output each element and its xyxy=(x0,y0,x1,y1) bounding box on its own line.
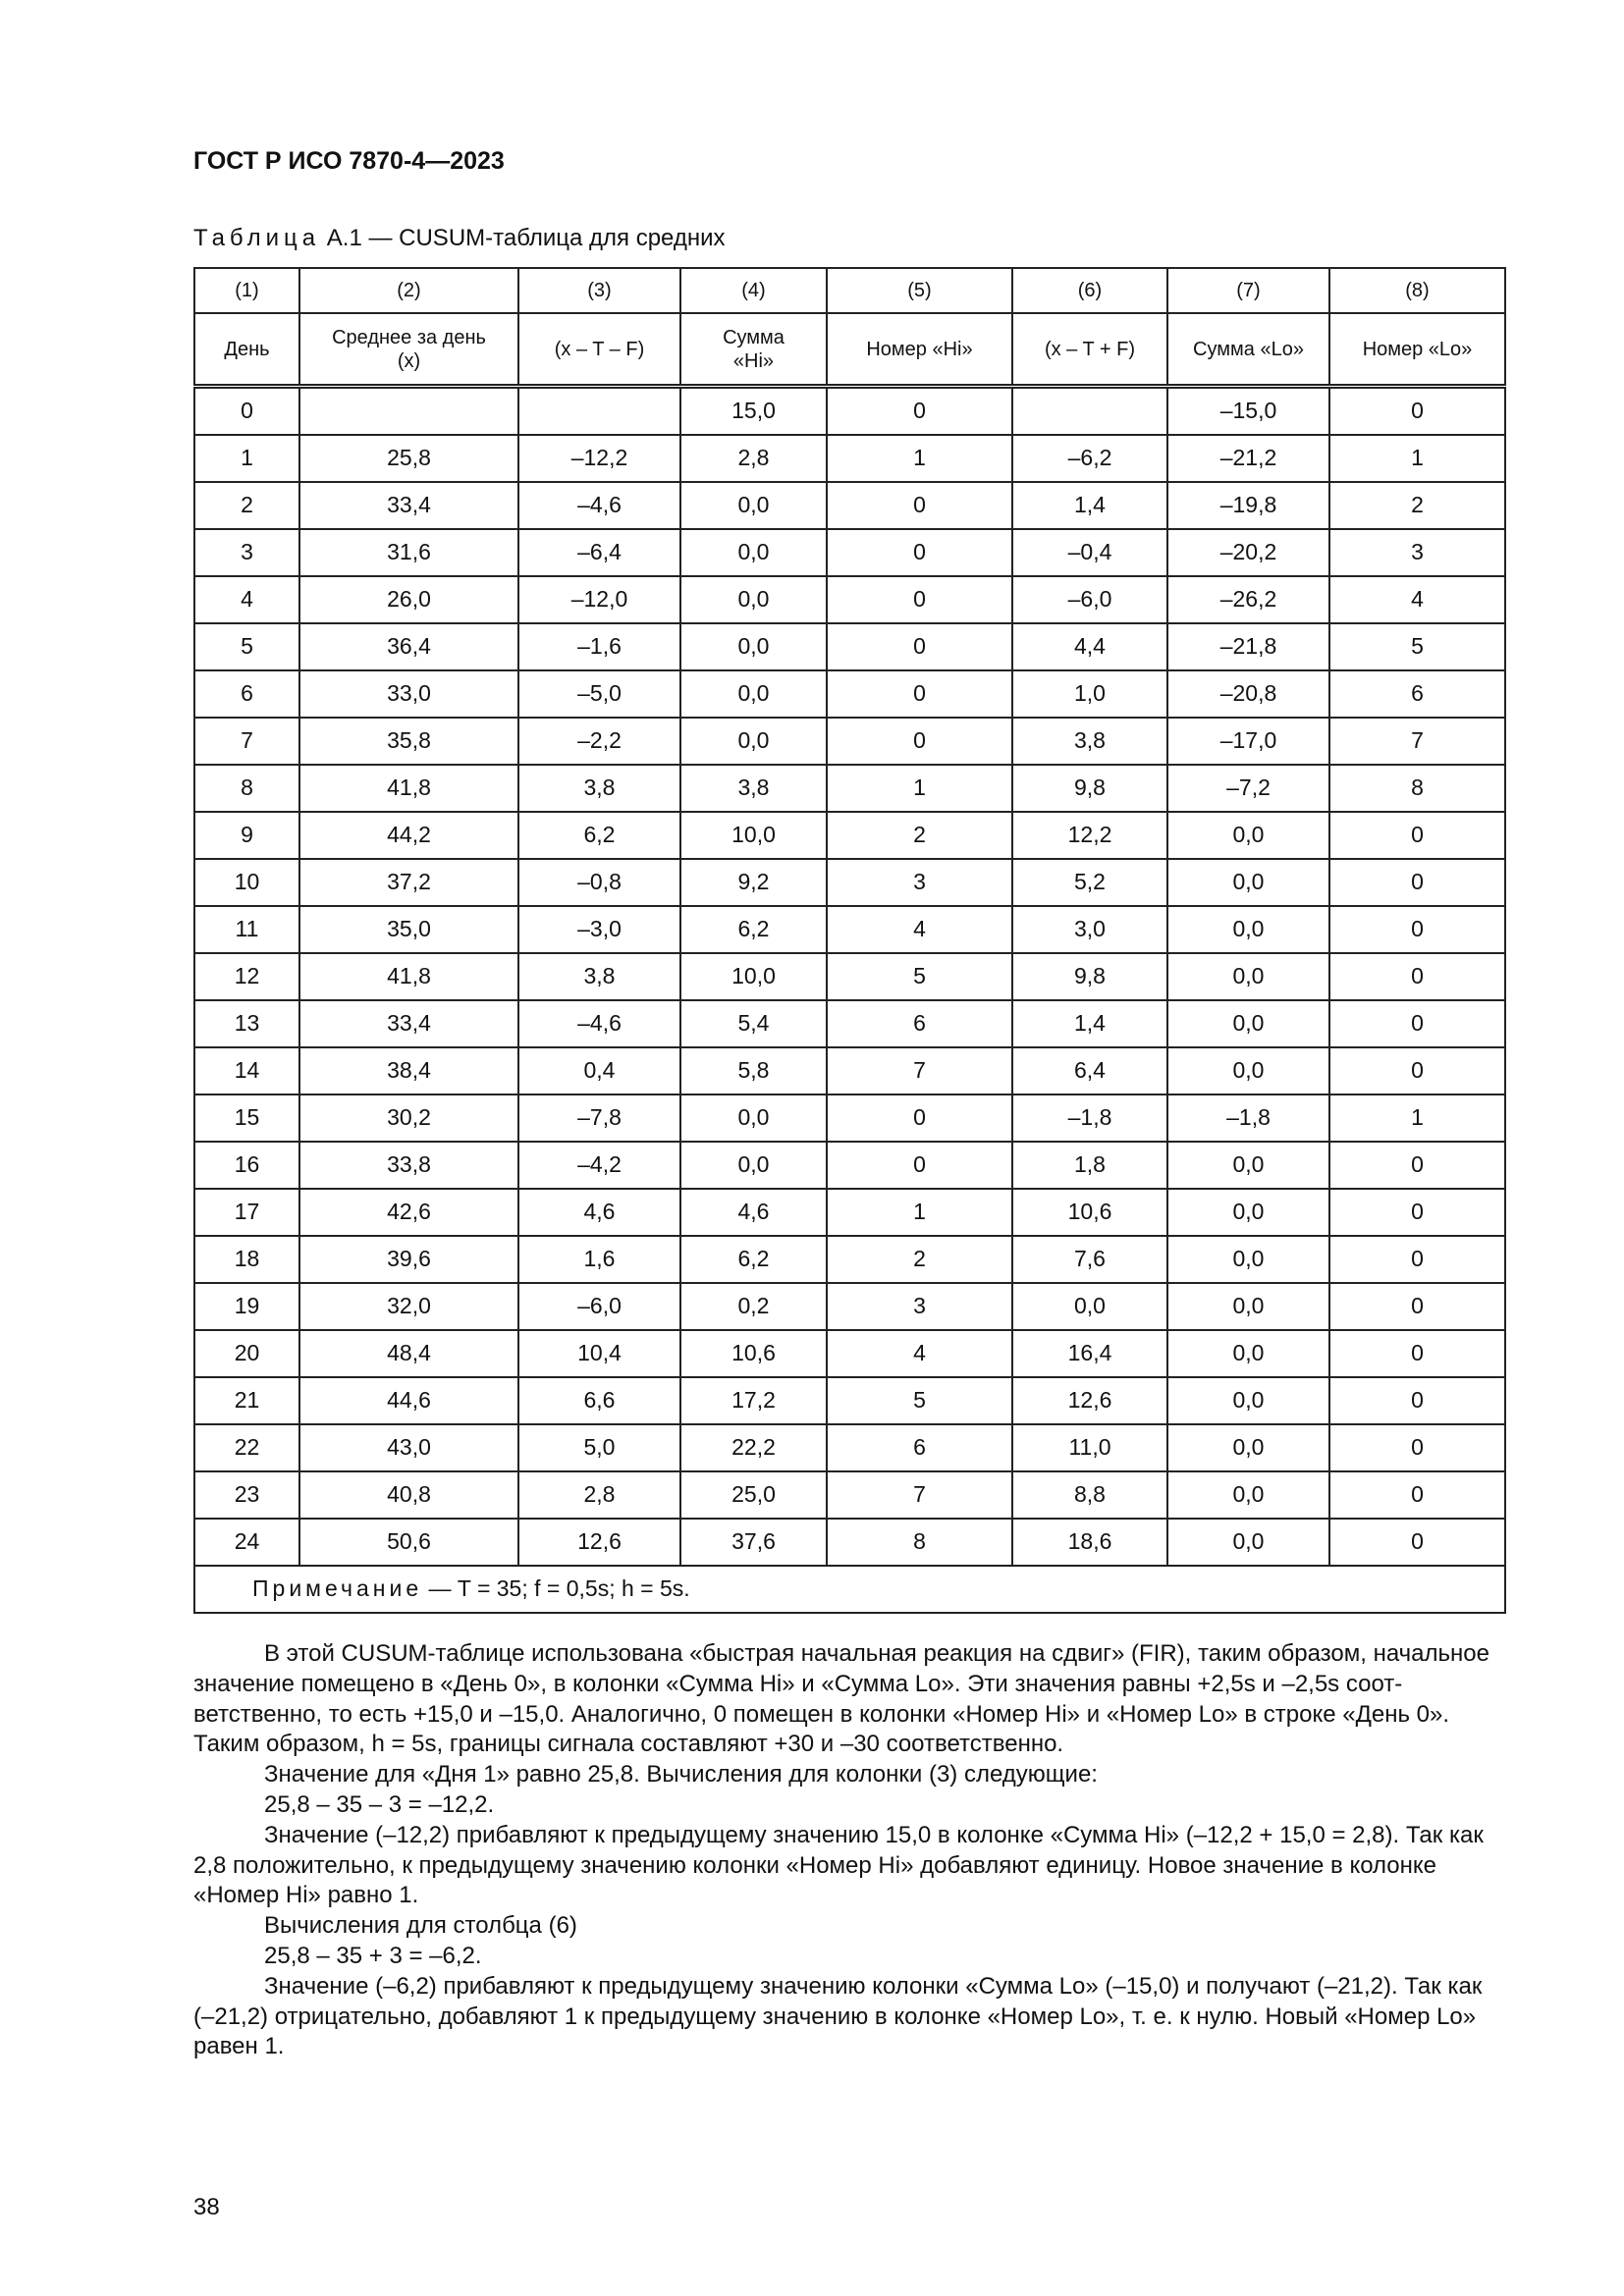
table-cell: 6 xyxy=(1329,670,1505,718)
table-cell: 38,4 xyxy=(299,1047,518,1095)
table-cell: 15 xyxy=(194,1095,299,1142)
table-cell: 1,4 xyxy=(1012,482,1167,529)
table-cell: 33,0 xyxy=(299,670,518,718)
table-row xyxy=(194,576,1505,623)
table-cell: 9,8 xyxy=(1012,953,1167,1000)
table-cell: 17 xyxy=(194,1189,299,1236)
table-row xyxy=(194,906,1505,953)
table-cell: 31,6 xyxy=(299,529,518,576)
table-row xyxy=(194,765,1505,812)
table-cell: 36,4 xyxy=(299,623,518,670)
table-cell: 0 xyxy=(1329,953,1505,1000)
table-cell: 3 xyxy=(1329,529,1505,576)
table-note-text: — T = 35; f = 0,5s; h = 5s. xyxy=(422,1575,690,1602)
table-cell: 41,8 xyxy=(299,953,518,1000)
table-cell: 0 xyxy=(1329,1142,1505,1189)
table-cell: –1,8 xyxy=(1012,1095,1167,1142)
table-cell: –6,0 xyxy=(518,1283,680,1330)
table-cell: 30,2 xyxy=(299,1095,518,1142)
table-cell: 0 xyxy=(827,670,1012,718)
table-cell: 0 xyxy=(827,482,1012,529)
column-header-main: Среднее за день xyxy=(332,326,486,348)
table-row xyxy=(194,435,1505,482)
table-cell: –7,8 xyxy=(518,1095,680,1142)
table-row xyxy=(194,1424,1505,1471)
column-header xyxy=(518,313,680,387)
table-cell: 37,2 xyxy=(299,859,518,906)
body-paragraph: Вычисления для столбца (6) xyxy=(264,1912,577,1940)
table-cell: 9,8 xyxy=(1012,765,1167,812)
column-header xyxy=(1329,313,1505,387)
table-cell: 25,0 xyxy=(680,1471,827,1519)
table-cell: –6,0 xyxy=(1012,576,1167,623)
table-cell: 5,8 xyxy=(680,1047,827,1095)
table-cell: –12,0 xyxy=(518,576,680,623)
table-cell: 0,0 xyxy=(1167,1424,1329,1471)
table-cell: 5,2 xyxy=(1012,859,1167,906)
table-cell: 1 xyxy=(827,435,1012,482)
table-cell: 8 xyxy=(1329,765,1505,812)
table-cell: 5 xyxy=(1329,623,1505,670)
table-cell: 0 xyxy=(194,387,299,436)
table-cell: 0,0 xyxy=(680,1095,827,1142)
table-cell: 8 xyxy=(827,1519,1012,1566)
table-cell: 6,2 xyxy=(518,812,680,859)
table-cell: 0,0 xyxy=(1167,1236,1329,1283)
table-cell: –1,6 xyxy=(518,623,680,670)
table-row xyxy=(194,1047,1505,1095)
table-cell: 2 xyxy=(194,482,299,529)
cusum-table xyxy=(193,267,1506,1614)
table-cell: 4 xyxy=(194,576,299,623)
body-paragraph: Значение (–6,2) прибавляют к предыдущему значению колонки «Сумма Lo» (–15,0) и получают (–21,2). Так как (–21,2) отрицательно, добавляют 1 к предыдущему значению в колонке «Номер Lo», т. е. к нулю. Новый «Номер Lo» равен 1. xyxy=(193,1972,1483,2060)
table-cell: 1 xyxy=(1329,435,1505,482)
table-cell: 44,6 xyxy=(299,1377,518,1424)
column-header-main: (x – T – F) xyxy=(554,338,645,360)
table-row xyxy=(194,670,1505,718)
column-number-row xyxy=(194,268,1505,313)
table-cell: 0 xyxy=(827,387,1012,436)
column-header xyxy=(194,313,299,387)
table-cell: 50,6 xyxy=(299,1519,518,1566)
table-cell: 39,6 xyxy=(299,1236,518,1283)
table-cell: 15,0 xyxy=(680,387,827,436)
table-cell: 16,4 xyxy=(1012,1330,1167,1377)
table-cell: 0,0 xyxy=(680,576,827,623)
column-number: (5) xyxy=(827,268,1012,313)
table-cell: 21 xyxy=(194,1377,299,1424)
table-cell: 17,2 xyxy=(680,1377,827,1424)
table-cell: 0,0 xyxy=(1012,1283,1167,1330)
table-cell: 10,4 xyxy=(518,1330,680,1377)
column-header xyxy=(680,313,827,387)
table-cell: 4 xyxy=(827,1330,1012,1377)
table-cell: 0 xyxy=(1329,1189,1505,1236)
table-cell: 10,6 xyxy=(680,1330,827,1377)
table-cell: 0 xyxy=(827,529,1012,576)
column-header xyxy=(1167,313,1329,387)
table-cell: 5 xyxy=(827,1377,1012,1424)
table-cell: 2 xyxy=(1329,482,1505,529)
column-header-row xyxy=(194,313,1505,387)
column-header xyxy=(299,313,518,387)
table-cell: –21,8 xyxy=(1167,623,1329,670)
table-cell: –15,0 xyxy=(1167,387,1329,436)
table-cell: 0 xyxy=(1329,906,1505,953)
document-header xyxy=(193,147,505,176)
table-note-row xyxy=(194,1566,1505,1613)
table-caption-text: А.1 — CUSUM-таблица для средних xyxy=(326,225,726,251)
standard-title: ГОСТ Р ИСО 7870-4—2023 xyxy=(193,147,505,175)
table-cell: 0,0 xyxy=(1167,1330,1329,1377)
table-cell: 0 xyxy=(1329,859,1505,906)
table-cell: 10 xyxy=(194,859,299,906)
table-cell: 6,2 xyxy=(680,906,827,953)
table-cell: 33,4 xyxy=(299,1000,518,1047)
table-cell: 0 xyxy=(827,1142,1012,1189)
table-cell: 1,8 xyxy=(1012,1142,1167,1189)
table-cell: 0 xyxy=(1329,1283,1505,1330)
table-cell: 5,0 xyxy=(518,1424,680,1471)
column-number: (2) xyxy=(299,268,518,313)
table-cell: 10,0 xyxy=(680,953,827,1000)
column-number: (3) xyxy=(518,268,680,313)
body-paragraph: Значение для «Дня 1» равно 25,8. Вычисления для колонки (3) следующие: xyxy=(264,1761,1098,1789)
table-row xyxy=(194,812,1505,859)
table-cell: –4,6 xyxy=(518,482,680,529)
table-cell: 9 xyxy=(194,812,299,859)
table-cell: 0,0 xyxy=(1167,1283,1329,1330)
table-cell: 0,0 xyxy=(680,1142,827,1189)
table-row xyxy=(194,1283,1505,1330)
table-cell: 33,4 xyxy=(299,482,518,529)
table-cell: 3,8 xyxy=(680,765,827,812)
table-cell: 0,0 xyxy=(1167,812,1329,859)
table-cell: 0,0 xyxy=(680,482,827,529)
table-cell: 11 xyxy=(194,906,299,953)
column-header-main: Номер «Lo» xyxy=(1362,338,1473,360)
table-cell: 4,6 xyxy=(680,1189,827,1236)
table-cell: 14 xyxy=(194,1047,299,1095)
table-cell: 26,0 xyxy=(299,576,518,623)
table-cell: 5,4 xyxy=(680,1000,827,1047)
table-cell: 35,8 xyxy=(299,718,518,765)
explanation-text xyxy=(193,1639,1504,2062)
table-cell xyxy=(299,387,518,436)
table-cell: 0 xyxy=(1329,1424,1505,1471)
table-cell: 44,2 xyxy=(299,812,518,859)
table-cell: –12,2 xyxy=(518,435,680,482)
table-cell: –0,8 xyxy=(518,859,680,906)
table-cell: 7 xyxy=(1329,718,1505,765)
table-cell: –21,2 xyxy=(1167,435,1329,482)
table-row xyxy=(194,482,1505,529)
table-cell: 0 xyxy=(1329,1236,1505,1283)
table-cell: 6,2 xyxy=(680,1236,827,1283)
table-cell: –6,4 xyxy=(518,529,680,576)
table-cell: 0 xyxy=(1329,1377,1505,1424)
table-cell: 19 xyxy=(194,1283,299,1330)
table-cell: 1 xyxy=(1329,1095,1505,1142)
table-row xyxy=(194,1142,1505,1189)
table-cell: 1 xyxy=(827,1189,1012,1236)
table-cell: 1 xyxy=(194,435,299,482)
table-cell: 10,6 xyxy=(1012,1189,1167,1236)
table-cell: 18 xyxy=(194,1236,299,1283)
table-cell: 32,0 xyxy=(299,1283,518,1330)
table-cell: 0,2 xyxy=(680,1283,827,1330)
column-header-main: День xyxy=(224,338,270,360)
table-cell: 0 xyxy=(827,718,1012,765)
table-cell: 0 xyxy=(1329,812,1505,859)
table-cell xyxy=(1012,387,1167,436)
table-cell: 0,0 xyxy=(1167,1000,1329,1047)
body-paragraph: 25,8 – 35 + 3 = –6,2. xyxy=(264,1942,482,1969)
table-cell: 4 xyxy=(827,906,1012,953)
body-paragraph: 25,8 – 35 – 3 = –12,2. xyxy=(264,1790,495,1818)
table-cell: –20,8 xyxy=(1167,670,1329,718)
body-paragraph: Значение (–12,2) прибавляют к предыдущему значению 15,0 в колонке «Сумма Hi» (–12,2 + 15,0 = 2,8). Так как 2,8 положительно, к предыдущему значению колонки «Номер Hi» добавляют единицу. Новое значение в колонке «Номер Hi» равно 1. xyxy=(193,1821,1484,1909)
table-cell: 0 xyxy=(1329,1471,1505,1519)
table-cell: 8,8 xyxy=(1012,1471,1167,1519)
table-cell: 33,8 xyxy=(299,1142,518,1189)
table-cell: 4,6 xyxy=(518,1189,680,1236)
table-cell: –20,2 xyxy=(1167,529,1329,576)
table-cell: 0 xyxy=(827,576,1012,623)
table-cell: 0,0 xyxy=(1167,1047,1329,1095)
table-cell: 20 xyxy=(194,1330,299,1377)
column-number: (6) xyxy=(1012,268,1167,313)
table-cell: 7 xyxy=(827,1047,1012,1095)
table-cell: 24 xyxy=(194,1519,299,1566)
table-row xyxy=(194,1189,1505,1236)
table-row xyxy=(194,1330,1505,1377)
table-cell: 0 xyxy=(1329,1330,1505,1377)
table-cell: 0,0 xyxy=(1167,1377,1329,1424)
table-cell: 7 xyxy=(194,718,299,765)
table-cell: 5 xyxy=(194,623,299,670)
table-cell: –17,0 xyxy=(1167,718,1329,765)
table-row xyxy=(194,1000,1505,1047)
table-cell: –7,2 xyxy=(1167,765,1329,812)
table-cell: 0 xyxy=(1329,1000,1505,1047)
page-number: 38 xyxy=(193,2194,220,2220)
table-cell: –2,2 xyxy=(518,718,680,765)
table-cell: 0 xyxy=(1329,387,1505,436)
column-header-sub: (x) xyxy=(397,349,421,372)
table-cell: 6,4 xyxy=(1012,1047,1167,1095)
table-row xyxy=(194,623,1505,670)
table-cell: 2 xyxy=(827,1236,1012,1283)
table-caption-label: Таблица xyxy=(193,225,321,251)
table-cell: 12,6 xyxy=(1012,1377,1167,1424)
table-cell: –1,8 xyxy=(1167,1095,1329,1142)
table-cell: 11,0 xyxy=(1012,1424,1167,1471)
table-row xyxy=(194,1471,1505,1519)
table-cell: 1 xyxy=(827,765,1012,812)
table-cell: 4 xyxy=(1329,576,1505,623)
table-cell: 0,0 xyxy=(1167,1142,1329,1189)
column-header-main: Сумма «Lo» xyxy=(1193,338,1304,360)
table-cell: 42,6 xyxy=(299,1189,518,1236)
table-row xyxy=(194,1377,1505,1424)
column-header xyxy=(827,313,1012,387)
table-cell: 37,6 xyxy=(680,1519,827,1566)
table-cell: 0,4 xyxy=(518,1047,680,1095)
column-header-main: (x – T + F) xyxy=(1044,338,1136,360)
table-cell: –26,2 xyxy=(1167,576,1329,623)
table-cell: 6 xyxy=(827,1000,1012,1047)
table-cell: 10,0 xyxy=(680,812,827,859)
table-cell: 0,0 xyxy=(1167,953,1329,1000)
table-cell: 0,0 xyxy=(1167,859,1329,906)
table-cell: 3,8 xyxy=(518,953,680,1000)
column-number: (7) xyxy=(1167,268,1329,313)
table-row xyxy=(194,718,1505,765)
table-cell: 0,0 xyxy=(1167,1189,1329,1236)
table-cell: 6 xyxy=(827,1424,1012,1471)
table-cell: 0 xyxy=(1329,1519,1505,1566)
table-cell: 3,8 xyxy=(1012,718,1167,765)
table-cell: 0,0 xyxy=(1167,1519,1329,1566)
table-cell: 9,2 xyxy=(680,859,827,906)
table-cell: –5,0 xyxy=(518,670,680,718)
table-cell: 12,2 xyxy=(1012,812,1167,859)
table-cell: 8 xyxy=(194,765,299,812)
column-number: (8) xyxy=(1329,268,1505,313)
table-cell: 3 xyxy=(194,529,299,576)
table-cell: 3,8 xyxy=(518,765,680,812)
table-row xyxy=(194,859,1505,906)
table-cell: 22,2 xyxy=(680,1424,827,1471)
table-note-label: Примечание xyxy=(252,1575,423,1602)
table-cell: 12,6 xyxy=(518,1519,680,1566)
table-cell: 1,4 xyxy=(1012,1000,1167,1047)
table-row xyxy=(194,387,1505,436)
table-cell: 2 xyxy=(827,812,1012,859)
table-cell: 12 xyxy=(194,953,299,1000)
table-caption xyxy=(193,225,726,252)
table-cell: 43,0 xyxy=(299,1424,518,1471)
table-cell: 0 xyxy=(827,1095,1012,1142)
table-cell: 1,0 xyxy=(1012,670,1167,718)
table-cell: 18,6 xyxy=(1012,1519,1167,1566)
table-cell: 16 xyxy=(194,1142,299,1189)
table-cell: 4,4 xyxy=(1012,623,1167,670)
table-cell: 48,4 xyxy=(299,1330,518,1377)
table-cell: 7 xyxy=(827,1471,1012,1519)
table-cell: 1,6 xyxy=(518,1236,680,1283)
table-cell: 3,0 xyxy=(1012,906,1167,953)
table-cell: 0 xyxy=(827,623,1012,670)
table-cell: 0,0 xyxy=(680,623,827,670)
table-cell: 0,0 xyxy=(680,670,827,718)
table-cell: 25,8 xyxy=(299,435,518,482)
table-cell: 7,6 xyxy=(1012,1236,1167,1283)
table-cell: 13 xyxy=(194,1000,299,1047)
table-cell: 2,8 xyxy=(518,1471,680,1519)
column-header-main: Номер «Hi» xyxy=(866,338,973,360)
table-row xyxy=(194,953,1505,1000)
table-cell: 41,8 xyxy=(299,765,518,812)
table-cell: 0,0 xyxy=(1167,1471,1329,1519)
table-row xyxy=(194,1519,1505,1566)
table-row xyxy=(194,529,1505,576)
table-cell: –0,4 xyxy=(1012,529,1167,576)
table-cell: 0,0 xyxy=(1167,906,1329,953)
table-cell: 6,6 xyxy=(518,1377,680,1424)
table-row xyxy=(194,1095,1505,1142)
column-number: (1) xyxy=(194,268,299,313)
table-cell: –4,2 xyxy=(518,1142,680,1189)
table-cell: –4,6 xyxy=(518,1000,680,1047)
table-cell: 0,0 xyxy=(680,529,827,576)
table-row xyxy=(194,1236,1505,1283)
table-cell: 40,8 xyxy=(299,1471,518,1519)
table-cell: 6 xyxy=(194,670,299,718)
table-cell: 2,8 xyxy=(680,435,827,482)
table-cell: 22 xyxy=(194,1424,299,1471)
table-cell xyxy=(518,387,680,436)
table-cell: 3 xyxy=(827,1283,1012,1330)
column-header-main: Сумма xyxy=(723,326,785,348)
table-cell: 0,0 xyxy=(680,718,827,765)
table-cell: 3 xyxy=(827,859,1012,906)
table-cell: 0 xyxy=(1329,1047,1505,1095)
table-note xyxy=(194,1566,1505,1613)
column-header-sub: «Hi» xyxy=(732,349,775,372)
table-cell: 23 xyxy=(194,1471,299,1519)
column-header xyxy=(1012,313,1167,387)
body-paragraph: В этой CUSUM-таблице использована «быстрая начальная реакция на сдвиг» (FIR), таким образом, начальное значение помещено в «День 0», в колонки «Сумма Hi» и «Сумма Lo». Эти значения равны +2,5s и –2,5s соответственно, то есть +15,0 и –15,0. Аналогично, 0 помещен в колонки «Номер Hi» и «Номер Lo» в строке «День 0». Таким образом, h = 5s, границы сигнала составляют +30 и –30 соответственно. xyxy=(193,1640,1489,1758)
table-cell: 35,0 xyxy=(299,906,518,953)
table-cell: –6,2 xyxy=(1012,435,1167,482)
table-cell: –3,0 xyxy=(518,906,680,953)
table-cell: –19,8 xyxy=(1167,482,1329,529)
table-cell: 5 xyxy=(827,953,1012,1000)
column-number: (4) xyxy=(680,268,827,313)
